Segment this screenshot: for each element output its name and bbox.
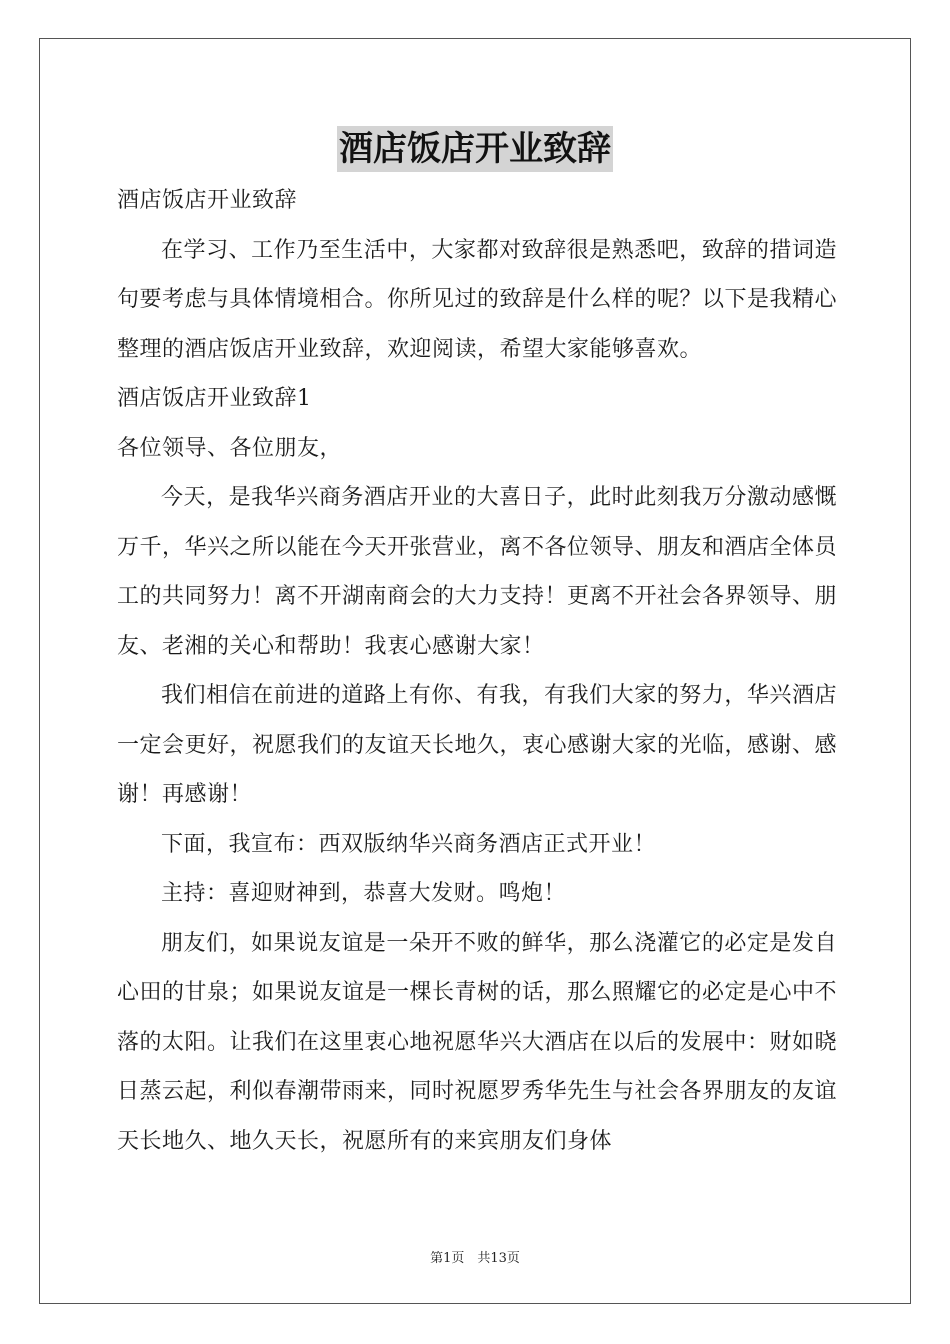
paragraph: 我们相信在前进的道路上有你、有我，有我们大家的努力，华兴酒店一定会更好，祝愿我们的友谊天长地久，衷心感谢大家的光临，感谢、感谢！再感谢！ — [117, 683, 838, 807]
title-container — [0, 126, 950, 172]
paragraph: 主持：喜迎财神到，恭喜大发财。鸣炮！ — [161, 881, 567, 906]
paragraph: 今天，是我华兴商务酒店开业的大喜日子，此时此刻我万分激动感慨万千，华兴之所以能在今天开张营业，离不各位领导、朋友和酒店全体员工的共同努力！离不开湖南商会的大力支持！更离不开社会各界领导、朋友、老湘的关心和帮助！我衷心感谢大家！ — [117, 485, 838, 659]
salutation: 各位领导、各位朋友， — [117, 435, 343, 461]
paragraph: 下面，我宣布：西双版纳华兴商务酒店正式开业！ — [161, 831, 657, 857]
paragraph: 朋友们，如果说友谊是一朵开不败的鲜华，那么浇灌它的必定是发自心田的甘泉；如果说友谊是一棵长青树的话，那么照耀它的必定是心中不落的太阳。让我们在这里衷心地祝愿华兴大酒店在以后的发展中：财如晓日蒸云起，利似春潮带雨来，同时祝愿罗秀华先生与社会各界朋友的友谊天长地久、地久天长，祝愿所有的来宾朋友们身体 — [117, 930, 838, 1154]
paragraph: 在学习、工作乃至生活中，大家都对致辞很是熟悉吧，致辞的措词造句要考虑与具体情境相合。你所见过的致辞是什么样的呢？以下是我精心整理的酒店饭店开业致辞，欢迎阅读，希望大家能够喜欢。 — [117, 237, 838, 362]
paragraph: 酒店饭店开业致辞 — [117, 188, 298, 213]
document-body — [117, 176, 837, 1166]
section-heading: 酒店饭店开业致辞1 — [117, 386, 312, 411]
document-title: 酒店饭店开业致辞 — [337, 126, 613, 172]
page-number-footer: 第1页 共13页 — [430, 1251, 520, 1266]
